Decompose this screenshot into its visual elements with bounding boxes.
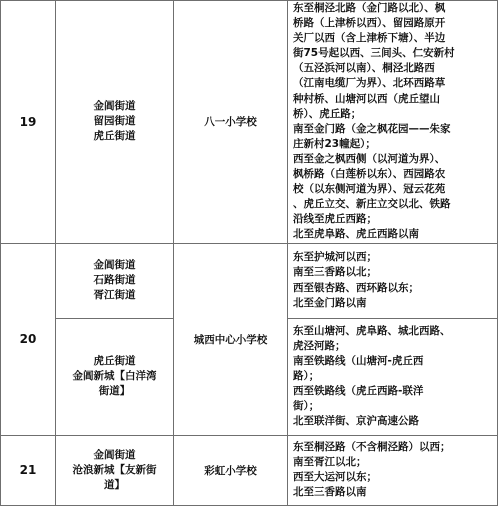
school-cell: 城西中心小学校 (174, 243, 288, 435)
range-line: 、虎丘立交、新庄立交以北、铁路 (293, 198, 451, 211)
street-cell (56, 435, 174, 505)
street-name: 金阊街道 (93, 259, 136, 271)
street-name: 虎丘街道 (93, 130, 136, 143)
table-row (1, 435, 498, 505)
range-line: 种村桥、山塘河以西（虎丘望山 (293, 92, 440, 105)
row-number-cell: 19 (1, 1, 56, 244)
street-name: 道】 (104, 478, 125, 491)
district-range-cell (288, 435, 498, 505)
range-line: 街）； (293, 400, 320, 413)
range-line: 南至金门路（金之枫花园——朱家 (293, 122, 451, 135)
street-name: 金阊街道 (93, 448, 136, 461)
range-line: 南至铁路线（山塘河-虎丘西 (293, 354, 424, 367)
district-range-cell (288, 243, 498, 318)
range-line: 桥路（上津桥以西）、留园路原开 (293, 17, 446, 30)
street-name: 金阊新城【白洋湾 (72, 370, 157, 382)
street-name: 留园街道 (93, 115, 136, 128)
street-name: 胥江街道 (93, 289, 136, 301)
range-line: 东至桐泾北路（金门路以北）、枫 (293, 2, 446, 14)
range-line: 北至金门路以南 (293, 296, 367, 309)
range-line: 东至桐泾路（不含桐泾路）以西； (293, 440, 451, 453)
range-line: 桥）、虎丘路； (293, 107, 362, 120)
range-line: 虎泾河路； (293, 339, 346, 352)
street-cell (56, 318, 174, 435)
range-line: （江南电缆厂为界）、北环西路草 (293, 77, 446, 90)
street-cell (56, 1, 174, 244)
street-cell (56, 243, 174, 318)
range-line: 西至银杏路、西环路以东； (293, 281, 419, 294)
range-line: 路）； (293, 369, 320, 382)
range-line: 庄新村23幢起）； (293, 137, 376, 150)
range-line: 北至虎阜路、虎丘西路以南 (293, 228, 419, 241)
range-line: 东至护城河以西； (293, 251, 377, 264)
street-name: 虎丘街道 (93, 355, 136, 367)
school-cell: 彩虹小学校 (174, 435, 288, 505)
range-line: 沿线至虎丘西路； (293, 213, 377, 226)
street-name: 沧浪新城【友新街 (72, 463, 157, 476)
range-line: 北至三香路以南 (293, 486, 367, 499)
table-row (1, 243, 498, 318)
district-range-cell (288, 318, 498, 435)
street-name: 街道】 (98, 385, 131, 397)
range-line: 街75号起以西、三间头、仁安新村 (293, 47, 455, 60)
school-cell: 八一小学校 (174, 1, 288, 244)
range-line: 关厂以西（含上津桥下塘）、半边 (293, 32, 446, 45)
range-line: 西至大运河以东； (293, 471, 377, 483)
table-row (1, 1, 498, 244)
street-name: 石路街道 (93, 274, 136, 286)
row-number-cell: 20 (1, 243, 56, 435)
district-range-cell (288, 1, 498, 244)
range-line: 西至铁路线（虎丘西路-联洋 (293, 385, 424, 398)
range-line: 东至山塘河、虎阜路、城北西路、 (293, 324, 451, 337)
range-line: 西至金之枫西侧（以河道为界）、 (293, 152, 446, 165)
range-line: 南至三香路以北； (293, 266, 377, 279)
street-name: 金阊街道 (93, 100, 136, 113)
row-number-cell: 21 (1, 435, 56, 505)
range-line: 枫桥路（白莲桥以东）、西园路农 (293, 168, 446, 181)
range-line: 南至胥江以北； (293, 455, 367, 468)
range-line: 北至联洋街、京沪高速公路 (293, 415, 419, 428)
range-line: （五泾浜河以南）、桐泾北路西 (293, 62, 435, 75)
range-line: 校（以东侧河道为界）、冠云花苑 (293, 183, 446, 196)
